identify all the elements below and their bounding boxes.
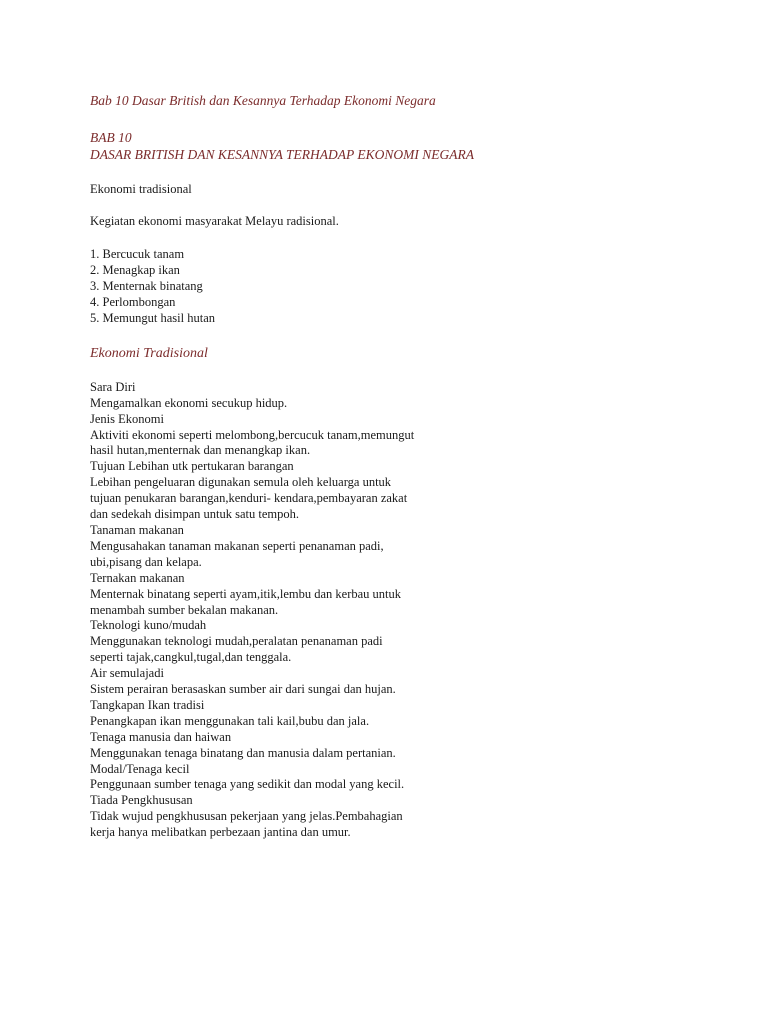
section-item	[90, 762, 710, 794]
section-item-desc: Penggunaan sumber tenaga yang sedikit dan modal yang kecil.	[90, 777, 405, 792]
section-item-desc: Penangkapan ikan menggunakan tali kail,bubu dan jala.	[90, 713, 370, 728]
section-item	[90, 380, 710, 412]
activity-list	[90, 246, 710, 326]
section-item-desc: ubi,pisang dan kelapa.	[90, 554, 202, 569]
section-item-desc: Lebihan pengeluaran digunakan semula oleh keluarga untuk	[90, 475, 392, 490]
list-item: 2. Menagkap ikan	[90, 262, 180, 277]
chapter-title: DASAR BRITISH DAN KESANNYA TERHADAP EKONOMI NEGARA	[90, 147, 475, 162]
list-item: 5. Memungut hasil hutan	[90, 310, 215, 325]
document-title: Bab 10 Dasar British dan Kesannya Terhadap Ekonomi Negara	[90, 93, 436, 108]
section-item	[90, 666, 710, 698]
list-item: 4. Perlombongan	[90, 294, 176, 309]
section-item-desc: Tidak wujud pengkhususan pekerjaan yang jelas.Pembahagian	[90, 809, 403, 824]
section-item	[90, 698, 710, 730]
section-heading: Ekonomi Tradisional	[90, 345, 208, 361]
section-item-term: Modal/Tenaga kecil	[90, 761, 190, 776]
chapter-number: BAB 10	[90, 130, 132, 145]
section-body	[90, 380, 710, 841]
section-item-term: Tujuan Lebihan utk pertukaran barangan	[90, 459, 294, 474]
section-item-desc: Mengamalkan ekonomi secukup hidup.	[90, 395, 288, 410]
section-item-desc: Aktiviti ekonomi seperti melombong,bercucuk tanam,memungut	[90, 427, 415, 442]
intro-subheading: Ekonomi tradisional	[90, 182, 192, 196]
section-item-term: Tiada Pengkhususan	[90, 793, 193, 808]
section-item-term: Jenis Ekonomi	[90, 411, 164, 426]
section-item	[90, 793, 710, 841]
section-item-term: Tangkapan Ikan tradisi	[90, 697, 205, 712]
section-item-desc: dan sedekah disimpan untuk satu tempoh.	[90, 507, 299, 522]
section-item-desc: seperti tajak,cangkul,tugal,dan tenggala.	[90, 650, 292, 665]
section-item	[90, 618, 710, 666]
section-item-term: Sara Diri	[90, 379, 136, 394]
section-item-desc: tujuan penukaran barangan,kenduri- kendara,pembayaran zakat	[90, 491, 408, 506]
section-item-desc: Menggunakan teknologi mudah,peralatan penanaman padi	[90, 634, 383, 649]
section-item-desc: menambah sumber bekalan makanan.	[90, 602, 279, 617]
section-item	[90, 523, 710, 571]
section-item-desc: kerja hanya melibatkan perbezaan jantina dan umur.	[90, 825, 351, 840]
chapter-heading	[90, 129, 710, 163]
section-item-term: Teknologi kuno/mudah	[90, 618, 207, 633]
section-item-desc: Menternak binatang seperti ayam,itik,lembu dan kerbau untuk	[90, 586, 402, 601]
section-item-term: Air semulajadi	[90, 666, 164, 681]
section-item-term: Tanaman makanan	[90, 522, 184, 537]
section-item-term: Ternakan makanan	[90, 570, 185, 585]
section-item-desc: Sistem perairan berasaskan sumber air dari sungai dan hujan.	[90, 682, 396, 697]
list-item: 3. Menternak binatang	[90, 278, 203, 293]
section-item-desc: Menggunakan tenaga binatang dan manusia dalam pertanian.	[90, 745, 396, 760]
section-item	[90, 571, 710, 619]
section-item	[90, 412, 710, 460]
document-page	[90, 92, 710, 841]
section-item	[90, 730, 710, 762]
section-item-desc: hasil hutan,menternak dan menangkap ikan.	[90, 443, 311, 458]
list-item: 1. Bercucuk tanam	[90, 246, 185, 261]
section-item-term: Tenaga manusia dan haiwan	[90, 729, 232, 744]
intro-lead: Kegiatan ekonomi masyarakat Melayu radisional.	[90, 213, 339, 228]
section-item-desc: Mengusahakan tanaman makanan seperti penanaman padi,	[90, 538, 384, 553]
section-item	[90, 459, 710, 523]
